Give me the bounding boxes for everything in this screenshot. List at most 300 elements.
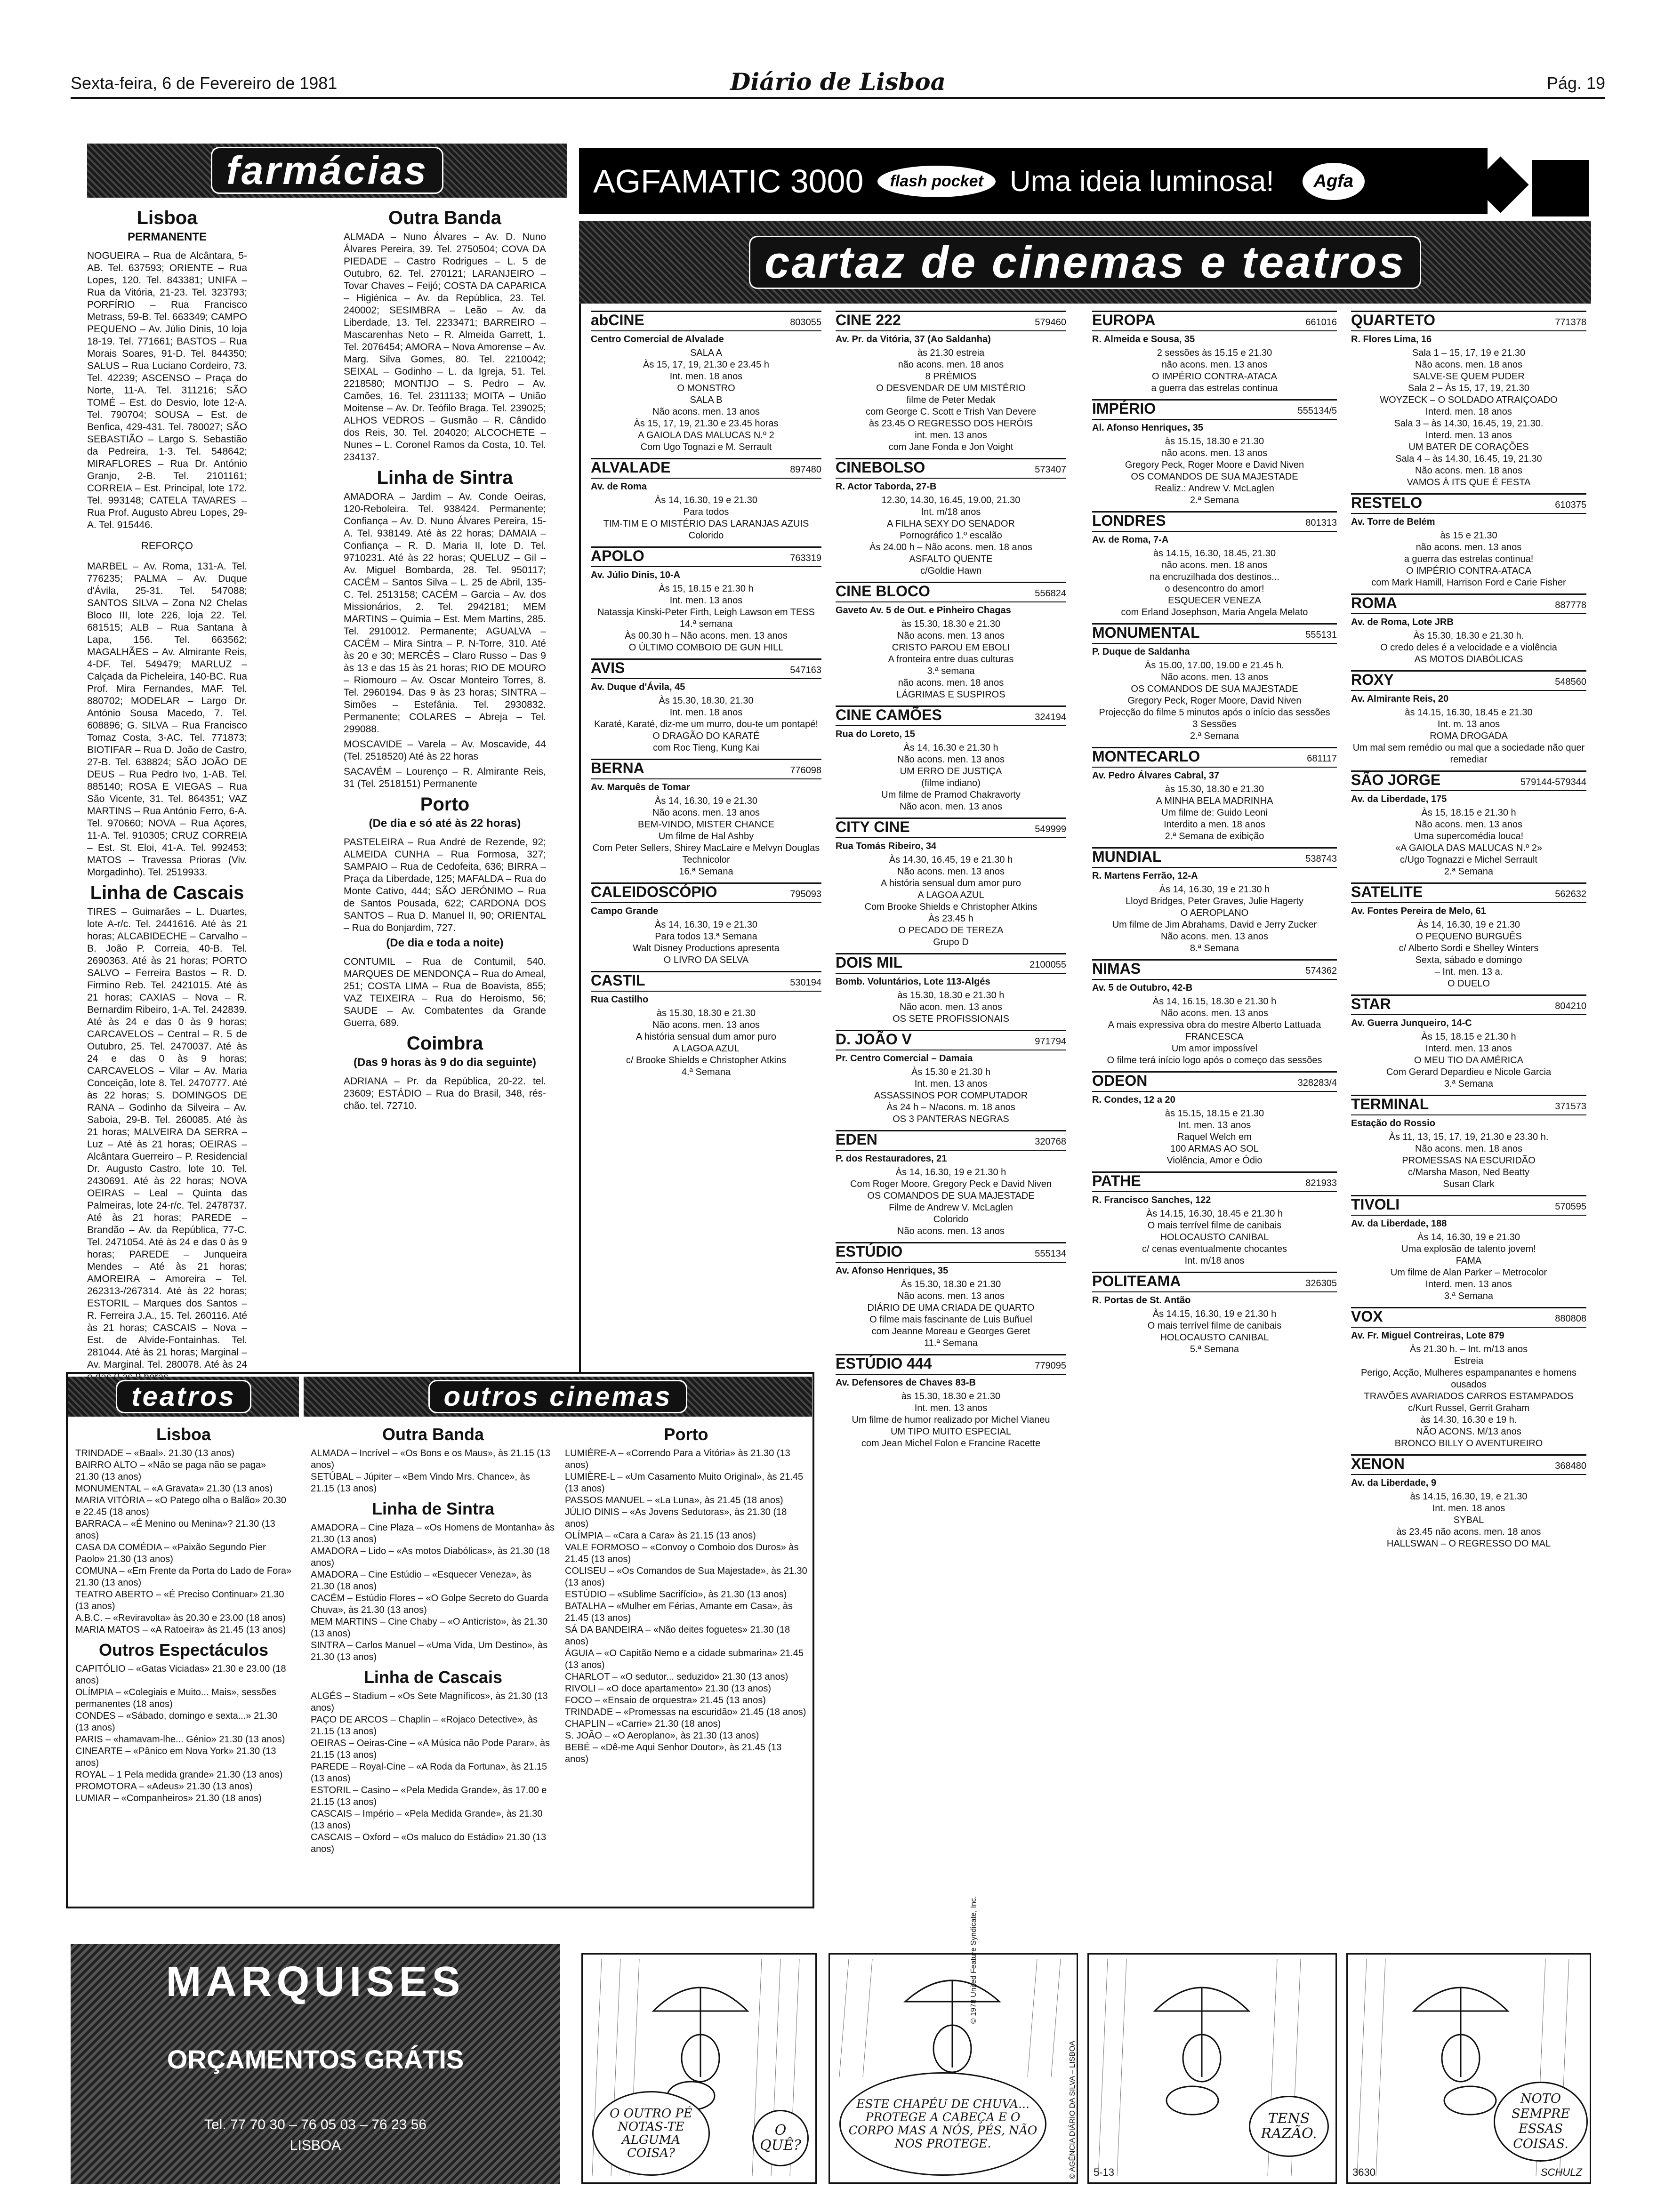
cinema-name-bar [591, 882, 821, 903]
cinema-listing [1351, 1454, 1586, 1550]
cinema-address: Av. de Roma, 7-A [1092, 535, 1169, 545]
marquises-phones: Tel. 77 70 30 – 76 05 03 – 76 23 56 [204, 2117, 427, 2132]
cinema-phone: 573407 [1035, 465, 1066, 475]
cinema-name: MONTECARLO [1092, 748, 1200, 765]
cinema-name: CINE BLOCO [836, 583, 930, 600]
outros-espectaculos-text: CAPITÓLIO – «Gatas Viciadas» 21.30 e 23.00 (18 anos) OLÍMPIA – «Colegiais e Muito... Mais», sessões permanentes (18 anos) CONDES – «Sábado, domingo e sexta...» 21.30 (13 anos) PARIS – «hamavam-lhe... Génio» 21.30 (13 anos) CINEARTE – «Pânico em Nova York» 21.30 (13 anos) ROYAL – 1 Pela medida grande» 21.30 (13 anos) PROMOTORA – «Adeus» 21.30 (13 anos) LUMIAR – «Companheiros» 21.30 (18 anos) [75, 1664, 286, 1803]
cascais-heading: Linha de Cascais [90, 882, 244, 903]
cinema-listing [1351, 882, 1586, 990]
marquises-sub: ORÇAMENTOS GRÁTIS [167, 2044, 464, 2074]
cinema-program: às 15.30, 18.30 e 21.30 Não acons. men. 13 anos CRISTO PAROU EM EBOLI A fronteira entre duas culturas 3.ª semana não acons. men. 18 anos LÁGRIMAS E SUSPIROS [888, 619, 1014, 700]
comic-date: 5-13 [1094, 2166, 1115, 2178]
cinema-program: Às 14.15, 16.30, 18.45 e 21.30 h O mais terrível filme de canibais HOLOCAUSTO CANIBAL c/ cenas eventualmente chocantes Int. m/18 anos [1142, 1209, 1287, 1266]
cinema-address: Av. Pedro Álvares Cabral, 37 [1092, 770, 1220, 781]
bubble-1: O OUTRO PÉ NOTAS-TE ALGUMA COISA? [592, 2091, 710, 2176]
cinema-name-bar [836, 311, 1066, 331]
cinema-program: SALA A Às 15, 17, 19, 21.30 e 23.45 h Int. men. 18 anos O MONSTRO SALA B Não acons. men. 13 anos Às 15, 17, 19, 21.30 e 23.45 horas A GAIOLA DAS MALUCAS N.º 2 Com Ugo Tognazi e M. Serrault [634, 348, 779, 452]
cinema-program: às 15.30, 18.30 e 21.30 Não acons. men. 13 anos A história sensual dum amor puro A LAGOA AZUL c/ Brooke Shields e Christopher Atkins 4.ª Semana [626, 1008, 787, 1077]
cinema-address: Al. Afonso Henriques, 35 [1092, 423, 1203, 433]
cinema-address: Av. Fr. Miguel Contreiras, Lote 879 [1351, 1330, 1504, 1341]
marquises-ad [71, 1944, 560, 2184]
ad-logo: Agfa [1303, 163, 1365, 200]
cinema-name-bar [591, 311, 821, 331]
porto-heading: Porto [420, 794, 470, 815]
cinema-address: R. Portas de St. Antão [1092, 1295, 1191, 1306]
cinema-phone: 776098 [790, 765, 821, 776]
cinema-phone: 368480 [1555, 1461, 1586, 1471]
cartaz-banner-text: cartaz de cinemas e teatros [749, 236, 1421, 289]
farmacias-banner [87, 144, 567, 198]
cinema-program: Às 15.30 e 21.30 h Int. men. 13 anos ASSASSINOS POR COMPUTADOR Às 24 h – N/acons. m. 18 anos OS 3 PANTERAS NEGRAS [874, 1067, 1028, 1124]
farmacias-outra [344, 205, 546, 1348]
cinema-name: CASTIL [591, 972, 645, 989]
cinema-name-bar [1092, 623, 1337, 644]
farmacias-banner-text: farmácias [211, 147, 443, 194]
sacavem-text: SACAVÉM – Lourenço – R. Almirante Reis, 31 (Tel. 2518151) Permanente [344, 766, 546, 789]
cinema-address: R. Francisco Sanches, 122 [1092, 1195, 1211, 1205]
cinema-name: BERNA [591, 760, 644, 777]
cinema-name-bar [1092, 1272, 1337, 1292]
cinema-listing [836, 458, 1066, 577]
cinema-name-bar [1092, 1171, 1337, 1192]
cinema-name-bar [1351, 882, 1586, 903]
cinema-phone: 579144-579344 [1520, 777, 1586, 787]
cinema-phone: 562632 [1555, 889, 1586, 899]
cinema-name-bar [1092, 511, 1337, 532]
cinema-listing [836, 1030, 1066, 1125]
comic-credit: © 1978 United Feature Syndicate, Inc. [970, 1896, 978, 2024]
cinema-name-bar [1351, 770, 1586, 791]
cinema-name-bar [1092, 847, 1337, 868]
cinema-address: Av. Torre de Belém [1351, 517, 1435, 527]
cinema-name: ODEON [1092, 1072, 1148, 1089]
cinema-name-bar [836, 817, 1066, 838]
cinema-name: NIMAS [1092, 960, 1141, 977]
page-header [71, 66, 1605, 99]
comic-panel-2 [828, 1953, 1078, 2184]
cinema-listing [591, 882, 821, 966]
cinema-listing [1092, 311, 1337, 394]
cinema-name-bar [591, 971, 821, 992]
cinema-program: Às 15, 18.15 e 21.30 h Int. men. 13 anos Natassja Kinski-Peter Firth, Leigh Lawson em TESS 14.ª semana Às 00.30 h – Não acons. men. 13 anos O ÚLTIMO COMBOIO DE GUN HILL [597, 584, 815, 653]
cinema-name: ESTÚDIO 444 [836, 1355, 932, 1372]
marquises-city: LISBOA [290, 2138, 341, 2153]
cinema-phone: 610375 [1555, 500, 1586, 510]
cinema-name-bar [591, 546, 821, 567]
cinema-name: PATHE [1092, 1172, 1141, 1189]
cinema-name: SÃO JORGE [1351, 771, 1441, 788]
cinema-listing [836, 311, 1066, 453]
cinema-program: Às 14, 16.30, 19 e 21.30 h Com Roger Moore, Gregory Peck e David Niven OS COMANDOS DE SUA MAJESTADE Filme de Andrew V. McLaglen Colorido Não acons. men. 13 anos [850, 1167, 1052, 1236]
cinema-program: Às 14, 16.30, 19 e 21.30 O PEQUENO BURGUÊS c/ Alberto Sordi e Shelley Winters Sexta, sábado e domingo – Int. men. 13 a. O DUELO [1399, 920, 1539, 989]
outros-espectaculos-heading: Outros Espectáculos [98, 1640, 269, 1659]
cinema-program: Às 14, 16.30, 19 e 21.30 h Lloyd Bridges, Peter Graves, Julie Hagerty O AEROPLANO Um filme de Jim Abrahams, David e Jerry Zucker Não acons. men. 13 anos 8.ª Semana [1112, 884, 1317, 954]
cinema-listing [1092, 847, 1337, 954]
cinema-address: Av. Defensores de Chaves 83-B [836, 1378, 976, 1388]
cinema-address: R. Actor Taborda, 27-B [836, 481, 937, 492]
cinema-program: Sala 1 – 15, 17, 19 e 21.30 Não acons. men. 18 anos SALVE-SE QUEM PUDER Sala 2 – Às 15, 17, 19, 21.30 WOYZECK – O SOLDADO ATRAIÇOADO Interd. men. 18 anos Sala 3 – às 14.30, 16.45, 19, 21.30. Interd. men. 13 anos UM BATER DE CORAÇÕES Sala 4 – às 14.30, 16.45, 19, 21.30 Não acons. men. 18 anos VAMOS À ITS QUE É FESTA [1380, 348, 1558, 488]
bubble-4: TENS RAZÃO. [1249, 2096, 1329, 2157]
cinema-address: Av. Duque d'Ávila, 45 [591, 682, 685, 692]
cinema-name: RESTELO [1351, 494, 1423, 511]
cinema-address: P. dos Restauradores, 21 [836, 1154, 947, 1164]
cinema-name: MONUMENTAL [1092, 624, 1200, 641]
cinema-listing [1351, 593, 1586, 665]
porto-sub2: (De dia e toda a noite) [386, 937, 504, 949]
cinema-program: Às 11, 13, 15, 17, 19, 21.30 e 23.30 h. Não acons. men. 18 anos PROMESSAS NA ESCURIDÃO c/Marsha Mason, Ned Beatty Susan Clark [1389, 1132, 1549, 1189]
cinema-phone: 555134 [1035, 1249, 1066, 1259]
cinema-column-1 [591, 306, 821, 1360]
cinema-program: Às 15.00, 17.00, 19.00 e 21.45 h. Não acons. men. 13 anos OS COMANDOS DE SUA MAJESTADE Gregory Peck, Roger Moore, David Niven Projecção do filme 5 minutos após o início das sessões 3 Sessões 2.ª Semana [1099, 660, 1330, 741]
ad-slogan: Uma ideia luminosa! [1009, 165, 1274, 198]
cinema-listing [836, 1130, 1066, 1237]
cinema-listing [836, 1354, 1066, 1450]
cinema-program: às 15.30, 18.30 e 21.30 A MINHA BELA MADRINHA Um filme de: Guido Leoni Interdito a men. 18 anos 2.ª Semana de exibição [1156, 784, 1273, 842]
cinema-phone: 538743 [1305, 854, 1337, 864]
page-number: Pág. 19 [1546, 73, 1605, 93]
cinema-phone: 661016 [1305, 317, 1337, 328]
cinema-listing [1351, 1195, 1586, 1302]
cinema-name-bar [836, 1354, 1066, 1375]
cinema-address: Av. Guerra Junqueiro, 14-C [1351, 1018, 1472, 1028]
cinema-phone: 801313 [1305, 518, 1337, 528]
teatros-banner-text: teatros [116, 1380, 251, 1413]
sintra-text: AMADORA – Jardim – Av. Conde Oeiras, 120-Reboleira. Tel. 938424. Permanente; Confiança – Av. D. Nuno Álvares Pereira, 15-A. Tel. 938149. Até às 22 horas; DAMAIA – Confiança – R. D. Maria II, lote D. Tel. 9710231. Até às 22 horas; QUELUZ – Gil – Av. Miguel Bombarda, 28. Tel. 950117; CACÉM – Santos Silva – L. 25 de Abril, 135-C. Tel. 2513158; CACÉM – Garcia – Av. dos Missionários, 2. Tel. 2942181; MEM MARTINS – Quimia – Est. Mem Martins, 285. Tel. 2910012. Permanente; AGUALVA – CACÉM – Mira Sintra – P. N-Torre, 310. Até às 20 e 30; MERCÊS – Claro Russo – Das 9 às 13 e das 15 às 21 horas; RIO DE MOURO – Riomouro – Av. Oscar Monteiro Torres, 8. Tel. 2960194. Das 9 às 23 horas; SINTRA – Simões – Estefânia. Tel. 2930832. Permanente; COLARES – Abreja – Tel. 299088. [344, 491, 546, 735]
cinema-listing [1092, 1272, 1337, 1355]
cinema-program: às 15.15, 18.15 e 21.30 Int. men. 13 anos Raquel Welch em 100 ARMAS AO SOL Violência, Amor e Ódio [1165, 1108, 1264, 1166]
cinema-phone: 821933 [1305, 1178, 1337, 1188]
teatros-lisboa [75, 1421, 292, 1901]
cinema-phone: 804210 [1555, 1001, 1586, 1011]
outros-cinemas-banner-text: outros cinemas [428, 1380, 688, 1413]
cinema-name-bar [1351, 311, 1586, 331]
lisboa-heading: Lisboa [137, 208, 198, 228]
cinema-name: STAR [1351, 995, 1391, 1012]
cinema-address: Rua Castilho [591, 994, 649, 1005]
cinema-listing [1092, 1171, 1337, 1267]
cinema-address: Av. da Liberdade, 9 [1351, 1478, 1437, 1488]
cinema-listing [1092, 747, 1337, 842]
cinema-phone: 549999 [1035, 824, 1066, 834]
cinema-address: Av. Fontes Pereira de Melo, 61 [1351, 906, 1486, 916]
cinema-listing [591, 971, 821, 1078]
outros-cinemas-porto [565, 1421, 807, 1901]
cinema-phone: 897480 [790, 465, 821, 475]
cinema-program: 12.30, 14.30, 16.45, 19.00, 21.30 Int. m/18 anos A FILHA SEXY DO SENADOR Pornográfico 1.º escalão Às 24.00 h – Não acons. men. 18 anos ASFALTO QUENTE c/Goldie Hawn [869, 495, 1032, 576]
oc-cascais-text: ALGÉS – Stadium – «Os Sete Magníficos», às 21.30 (13 anos) PAÇO DE ARCOS – Chaplin – «Rojaco Detective», às 21.15 (13 anos) OEIRAS – Oeiras-Cine – «A Música não Pode Parar», às 21.15 (13 anos) PAREDE – Royal-Cine – «A Roda da Fortuna», às 21.15 (13 anos) ESTORIL – Casino – «Pela Medida Grande», às 17.00 e 21.15 (13 anos) CASCAIS – Império – «Pela Medida Grande», às 21.30 (13 anos) CASCAIS – Oxford – «Os maluco do Estádio» 21.30 (13 anos) [311, 1691, 550, 1854]
cinema-address: R. Martens Ferrão, 12-A [1092, 871, 1198, 881]
comic-panel-3 [1087, 1953, 1337, 2184]
cinema-phone: 328283/4 [1297, 1078, 1337, 1088]
cinema-phone: 548560 [1555, 677, 1586, 687]
cinema-name-bar [1351, 994, 1586, 1015]
cinema-address: R. Almeida e Sousa, 35 [1092, 334, 1195, 345]
cinema-phone: 779095 [1035, 1361, 1066, 1371]
cinema-name: CALEIDOSCÓPIO [591, 883, 717, 900]
comic-agency: © AGÊNCIA DIÁRIO DA SILVA – LISBOA [1069, 2041, 1077, 2179]
cinema-phone: 880808 [1555, 1314, 1586, 1324]
teatros-lisboa-text: TRINDADE – «Baal». 21.30 (13 anos) BAIRRO ALTO – «Não se paga não se paga» 21.30 (13 anos) MONUMENTAL – «A Gravata» 21.30 (13 anos) MARIA VITÓRIA – «O Patego olha o Balão» 20.30 e 22.45 (18 anos) BARRACA – «É Menino ou Menina»? 21.30 (13 anos) CASA DA COMÉDIA – «Paixão Segundo Pier Paolo» 21.30 (13 anos) COMUNA – «Em Frente da Porta do Lado de Fora» 21.30 (13 anos) TEATRO ABERTO – «É Preciso Continuar» 21.30 (13 anos) A.B.C. – «Reviravolta» às 20.30 e 23.00 (18 anos) MARIA MATOS – «A Ratoeira» às 21.45 (13 anos) [75, 1448, 292, 1635]
cinema-name-bar [836, 458, 1066, 479]
cinema-phone: 326305 [1305, 1278, 1337, 1289]
cinema-listing [1092, 1071, 1337, 1167]
cinema-address: Av. Júlio Dinis, 10-A [591, 570, 681, 580]
cinema-program: Às 14, 16.30, 19 e 21.30 Para todos 13.ª Semana Walt Disney Productions apresenta O LIVRO DA SELVA [633, 920, 780, 965]
cinema-name: CINE 222 [836, 312, 901, 329]
cinema-name-bar [1092, 311, 1337, 331]
coimbra-heading: Coimbra [406, 1033, 483, 1054]
bubble-3: ESTE CHAPÉU DE CHUVA... PROTEGE A CABEÇA E O CORPO MAS A NÓS, PÉS, NÃO NOS PROTEGE. [839, 2072, 1046, 2176]
cinema-address: Av. Afonso Henriques, 35 [836, 1266, 949, 1276]
cinema-address: Av. Pr. da Vitória, 37 (Ao Saldanha) [836, 334, 991, 345]
cinema-address: Av. de Roma, Lote JRB [1351, 617, 1454, 627]
sintra-heading: Linha de Sintra [377, 467, 513, 488]
cinema-program: Às 14, 16.30 e 21.30 h Não acons. men. 13 anos UM ERRO DE JUSTIÇA (filme indiano) Um filme de Pramod Chakravorty Não acon. men. 13 anos [881, 743, 1021, 812]
cinema-phone: 971794 [1035, 1036, 1066, 1047]
cinema-phone: 570595 [1555, 1202, 1586, 1212]
cinema-address: Campo Grande [591, 906, 659, 916]
cinema-listing [1351, 1307, 1586, 1450]
cinema-phone: 887778 [1555, 600, 1586, 610]
cinema-program: às 15 e 21.30 não acons. men. 13 anos a guerra das estrelas continua! O IMPÉRIO CONTRA-ATACA com Mark Hamill, Harrison Ford e Carie Fisher [1371, 530, 1566, 588]
cinema-listing [591, 658, 821, 754]
cinema-listing [1092, 623, 1337, 742]
cinema-name: D. JOÃO V [836, 1031, 912, 1048]
cinema-listing [836, 817, 1066, 948]
cinema-address: Rua Tomás Ribeiro, 34 [836, 841, 937, 851]
cinema-address: Av. 5 de Outubro, 42-B [1092, 983, 1193, 993]
cinema-program: Às 14, 16.30, 19 e 21.30 Para todos TIM-TIM E O MISTÉRIO DAS LARANJAS AZUIS Colorido [603, 495, 809, 541]
cinema-phone: 803055 [790, 317, 821, 328]
cinema-program: às 15.15, 18.30 e 21.30 não acons. men. 13 anos Gregory Peck, Roger Moore e David Niven OS COMANDOS DE SUA MAJESTADE Realiz.: Andrew V. McLaglen 2.ª Semana [1125, 436, 1304, 505]
cinema-program: Às 14, 16.30, 19 e 21.30 Uma explosão de talento jovem! FAMA Um filme de Alan Parker – Metrocolor Interd. men. 13 anos 3.ª Semana [1390, 1232, 1547, 1301]
cinema-program: Às 15, 18.15 e 21.30 h Interd. men. 13 anos O MEU TIO DA AMÉRICA Com Gerard Depardieu e Nicole Garcia 3.ª Semana [1386, 1032, 1552, 1089]
cinema-name-bar [836, 1030, 1066, 1050]
cinema-name: ALVALADE [591, 459, 671, 476]
cinema-listing [1351, 670, 1586, 766]
oc-porto-heading: Porto [664, 1425, 708, 1444]
cinema-program: às 15.30, 18.30 e 21.30 h Não acon. men. 13 anos OS SETE PROFISSIONAIS [893, 990, 1009, 1024]
cinema-program: 2 sessões às 15.15 e 21.30 não acons. men. 13 anos O IMPÉRIO CONTRA-ATACA a guerra das estrelas continua [1151, 348, 1278, 393]
cinema-name-bar [1351, 1307, 1586, 1328]
cinema-name-bar [1351, 1195, 1586, 1216]
cinema-program: Às 15.30, 18.30, 21.30 Int. men. 18 anos Karaté, Karaté, diz-me um murro, dou-te um pontapé! O DRAGÃO DO KARATÉ com Roc Tieng, Kung Kai [594, 696, 818, 753]
cinema-name-bar [1351, 1095, 1586, 1115]
cinema-name-bar [836, 1130, 1066, 1151]
cinema-name: AVIS [591, 659, 625, 676]
bubble-5: NOTO SEMPRE ESSAS COISAS. [1494, 2082, 1588, 2162]
cinema-phone: 371573 [1555, 1101, 1586, 1112]
oc-sintra-heading: Linha de Sintra [371, 1499, 495, 1518]
cinema-phone: 555134/5 [1297, 406, 1337, 416]
cinema-listing [1351, 311, 1586, 489]
cinema-name: CITY CINE [836, 818, 910, 835]
cinema-listing [1351, 493, 1586, 589]
cinema-phone: 547163 [790, 665, 821, 675]
oc-sintra-text: AMADORA – Cine Plaza – «Os Homens de Montanha» às 21.30 (13 anos) AMADORA – Lido – «As motos Diabólicas», às 21.30 (18 anos) AMADORA – Cine Estúdio – «Esquecer Veneza», às 21.30 (18 anos) CACÉM – Estúdio Flores – «O Golpe Secreto do Guarda Chuva», às 21.30 (13 anos) MEM MARTINS – Cine Chaby – «O Anticristo», às 21.30 (13 anos) SINTRA – Carlos Manuel – «Uma Vida, Um Destino», às 21.30 (13 anos) [311, 1523, 555, 1662]
cinema-address: Pr. Centro Comercial – Damaia [836, 1053, 973, 1064]
cinema-program: às 21.30 estreia não acons. men. 18 anos 8 PRÉMIOS O DESVENDAR DE UM MISTÉRIO filme de Peter Medak com George C. Scott e Trish Van Devere às 23.45 O REGRESSO DOS HERÓIS int. men. 13 anos com Jane Fonda e Jon Voight [865, 348, 1036, 452]
cinema-name-bar [591, 658, 821, 679]
cinema-column-2 [836, 306, 1066, 1449]
comic-code: 3630 [1352, 2166, 1375, 2178]
cinema-listing [836, 953, 1066, 1025]
cinema-name-bar [1092, 747, 1337, 768]
reforco-heading: REFORÇO [141, 540, 193, 552]
cinema-name-bar [1351, 593, 1586, 614]
cinema-name: CINEBOLSO [836, 459, 925, 476]
cinema-name: abCINE [591, 312, 644, 329]
outra-banda-text: ALMADA – Nuno Álvares – Av. D. Nuno Álvares Pereira, 39. Tel. 2750504; COVA DA PIEDADE – Castro Rodrigues – L. 5 de Outubro, 62. Tel. 270121; LARANJEIRO – Tovar Chaves – Feijó; COSTA DA CAPARICA – Higiénica – Av. da República, 23. Tel. 240002; SESIMBRA – Leão – Av. da Liberdade, 13. Tel. 2233471; BARREIRO – Mascarenhas Neto – R. Almeida Garrett, 1. Tel. 2076454; AMORA – Nova Amorense – Av. Marg. Silva Gomes, 80. Tel. 2210042; SEIXAL – Godinho – L. da Igreja, 51. Tel. 2218580; MONTIJO – S. Pedro – Av. Camões, 16. Tel. 2311133; MOITA – União Moitense – Av. Dr. Teófilo Braga. Tel. 239025; ALHOS VEDROS – Gusmão – R. Cândido dos Reis, 30. Tel. 204020; ALCOCHETE – Nunes – L. Coronel Ramos da Costa, 10. Tel. 234137. [344, 232, 546, 463]
oc-outra-text: ALMADA – Incrível – «Os Bons e os Maus», às 21.15 (13 anos) SETÚBAL – Júpiter – «Bem Vindo Mrs. Chance», às 21.15 (13 anos) [311, 1448, 551, 1494]
cinema-phone: 320768 [1035, 1137, 1066, 1147]
cinema-listing [1092, 511, 1337, 618]
cinema-listing [1351, 994, 1586, 1090]
cinema-name-bar [1092, 1071, 1337, 1092]
porto-sub: (De dia e só até às 22 horas) [369, 817, 521, 830]
cinema-program: Às 14, 16.30, 19 e 21.30 Não acons. men. 13 anos BEM-VINDO, MISTER CHANCE Um filme de Hal Ashby Com Peter Sellers, Shirey MacLaire e Melvyn Douglas Technicolor 16.ª Semana [592, 796, 820, 877]
cinema-listing [591, 759, 821, 878]
cinema-name-bar [1351, 670, 1586, 691]
moscavide-text: MOSCAVIDE – Varela – Av. Moscavide, 44 (Tel. 2518520) Até às 22 horas [344, 739, 546, 762]
porto-text2: CONTUMIL – Rua de Contumil, 540. MARQUES DE MENDONÇA – Rua do Ameal, 251; COSTA LIMA – Rua de Boavista, 855; VAZ TEIXEIRA – Rua do Heroismo, 56; SAUDE – Av. Combatentes da Grande Guerra, 689. [344, 956, 546, 1028]
cinema-name-bar [1092, 399, 1337, 420]
ad-square [1532, 160, 1589, 216]
cinema-name: EDEN [836, 1131, 877, 1148]
cinema-name: QUARTETO [1351, 312, 1435, 329]
outros-cinemas-col1 [311, 1421, 555, 1901]
cinema-name: SATELITE [1351, 883, 1423, 900]
cinema-column-3 [1092, 306, 1337, 1360]
cinema-phone: 324194 [1035, 712, 1066, 722]
cinema-listing [836, 582, 1066, 701]
cinema-program: às 15.30, 18.30 e 21.30 Int. men. 13 anos Um filme de humor realizado por Michel Vianeu UM TIPO MUITO ESPECIAL com Jean Michel Folon e Francine Racette [852, 1391, 1050, 1449]
coimbra-sub: (Das 9 horas às 9 do dia seguinte) [353, 1056, 537, 1069]
cinema-listing [591, 311, 821, 453]
cinema-listing [591, 546, 821, 654]
ad-badge: flash pocket [877, 166, 995, 197]
lisboa-sub: PERMANENTE [127, 231, 207, 243]
cinema-address: Rua do Loreto, 15 [836, 729, 915, 739]
cinema-address: Centro Comercial de Alvalade [591, 334, 724, 345]
cinema-name: LONDRES [1092, 512, 1166, 529]
cinema-column-4 [1351, 306, 1586, 1549]
cinema-program: Às 15, 18.15 e 21.30 h Não acons. men. 13 anos Uma supercomédia louca! «A GAIOLA DAS MALUCAS N.º 2» c/Ugo Tognazzi e Michel Serrault 2.ª Semana [1395, 808, 1542, 877]
cinema-name-bar [1092, 959, 1337, 980]
cinema-name-bar [1351, 1454, 1586, 1475]
cinema-address: R. Condes, 12 a 20 [1092, 1095, 1175, 1105]
cinema-name-bar [836, 705, 1066, 726]
comic-panel-1 [581, 1953, 817, 2184]
cinema-listing [1092, 959, 1337, 1066]
cinema-program: Às 15.30, 18.30 e 21.30 Não acons. men. 13 anos DIÁRIO DE UMA CRIADA DE QUARTO O filme mais fascinante de Luis Buñuel com Jeanne Moreau e Georges Geret 11.ª Semana [867, 1279, 1035, 1348]
cinema-name: EUROPA [1092, 312, 1156, 329]
cinema-phone: 556824 [1035, 588, 1066, 599]
lisboa-text: NOGUEIRA – Rua de Alcântara, 5-AB. Tel. 637593; ORIENTE – Rua Lopes, 120. Tel. 843381; UNIFA – Rua da Vitória, 21-23. Tel. 323793; PORFÍRIO – Rua Francisco Metrass, 59-B. Tel. 663349; CAMPO PEQUENO – Av. Júlio Dinis, 10 loja 18-19. Tel. 771661; BASTOS – Rua Morais Soares, 91-D. Tel. 844350; SALUS – Rua Luciano Cordeiro, 73. Tel. 42239; ASCENSO – Praça do Norte, 11-A. Tel. 311216; SÃO TOMÉ – Est. do Desvio, lote 12-A. Tel. 790704; SOUSA – Est. de Benfica, 429-431. Tel. 780027; SÃO SEBASTIÃO – Largo S. Sebastião da Pedreira, 1-3. Tel. 548642; MIRAFLORES – Rua Dr. António Granjo, 2-B. Tel. 2101161; CORREIA – Est. Principal, lote 172. Tel. 993148; CATELA TAVARES – Rua Prof. Augusto Abreu Lopes, 29-A. Tel. 915446. [87, 250, 247, 530]
cinema-name: ROMA [1351, 594, 1397, 611]
coimbra-text: ADRIANA – Pr. da República, 20-22. tel. 23609; ESTÁDIO – Rua do Brasil, 348, rés-chão. tel. 72710. [344, 1076, 546, 1111]
cinema-program: Às 14, 16.15, 18.30 e 21.30 h Não acons. men. 13 anos A mais expressiva obra do mestre Alberto Lattuada FRANCESCA Um amor impossível O filme terá início logo após o começo das sessões [1107, 996, 1322, 1066]
cinema-name: XENON [1351, 1455, 1405, 1472]
cinema-listing [1351, 770, 1586, 878]
cinema-address: P. Duque de Saldanha [1092, 647, 1190, 657]
cinema-name: DOIS MIL [836, 954, 903, 971]
bubble-2: O QUÊ? [752, 2110, 809, 2166]
cascais-text: TIRES – Guimarães – L. Duartes, lote A-r/c. Tel. 2441616. Até às 21 horas; ALCABIDECHE – Carvalho – B. João P. Correia, 40-B. Tel. 2690363. Até às 21 horas; PORTO SALVO – Ferreira Bastos – R. D. Firmino Reb. Tel. 2421015. Até às 21 horas; CAXIAS – Nova – R. Bernardim Ribeiro, 1-A. Tel. 242839. Até às 24 e das 0 às 9 horas; CARCAVELOS – Central – R. 5 de Outubro, 25. Tel. 2470037. Até às 24 e das 0 às 9 horas; CARCAVELOS – Vilar – Av. Maria Conceição, lote 8. Tel. 2470777. Até às 22 horas; S. DOMINGOS DE RANA – Godinho da Silveira – Av. Saboia, 29-B. Tel. 260085. Até às 21 horas; MALVEIRA DA SERRA – Luz – Até às 21 horas; OEIRAS – Alcântara Guerreiro – P. Residencial Dr. Augusto Castro, lote 10. Tel. 2430691. Até às 22 horas; NOVA OEIRAS – Leal – Quinta das Palmeiras, lote 24-r/c. Tel. 2478737. Até às 21 horas; PAREDE – Brandão – Av. da República, 77-C. Tel. 2471054. Até às 24 e das 0 às 9 horas; PAREDE – Junqueira Mendes – Até às 21 horas; AMOREIRA – Amoreira – Tel. 262313-/267314. Até às 22 horas; ESTORIL – Marques dos Santos – R. Ferreira J.A., 15. Tel. 260116. Até às 21 horas; CASCAIS – Nova – Est. de Alvide-Fontainhas. Tel. 281044. Até às 21 horas; Marginal – Av. Marginal. Tel. 280078. Até às 24 [87, 906, 247, 1370]
outra-banda-heading: Outra Banda [388, 208, 502, 228]
cinema-listing [591, 458, 821, 542]
cinema-name-bar [591, 759, 821, 779]
ad-brand: AGFAMATIC 3000 [593, 163, 864, 200]
cinema-address: Gaveto Av. 5 de Out. e Pinheiro Chagas [836, 605, 1011, 616]
cinema-name: TERMINAL [1351, 1096, 1429, 1113]
cinema-name: VOX [1351, 1308, 1383, 1325]
comic-signature: SCHULZ [1540, 2166, 1582, 2178]
oc-outra-heading: Outra Banda [382, 1425, 484, 1444]
cinema-listing [1351, 1095, 1586, 1190]
cinema-listing [836, 705, 1066, 813]
cinema-phone: 681117 [1307, 753, 1337, 764]
cinema-name: IMPÉRIO [1092, 400, 1156, 417]
cinema-phone: 795093 [790, 889, 821, 899]
reforco-text: MARBEL – Av. Roma, 131-A. Tel. 776235; PALMA – Av. Duque d'Ávila, 25-31. Tel. 547088; SANTOS SILVA – Zona N2 Chelas Bloco III, lote 226, loja 22. Tel. 681515; ALB – Rua Santana à Lapa, 156. Tel. 663562; MAGALHÃES – Av. Almirante Reis, 4-DF. Tel. 549479; MARLUZ – Calçada da Picheleira, 140-BC. Rua Prof. Mira Fernandes, MAF. Tel. 880702; MODELAR – Largo Dr. António Sousa Macedo, 7. Tel. 608896; G. SILVA – Rua Francisco Tomaz Costa, 3-AC. Tel. 771873; BIOTIFAR – Rua D. João de Castro, 27-B. Tel. 638824; SÃO JOÃO DE DEUS – Rua Pedro Ivo, 1-AB. Tel. 885140; ROSA E VIEGAS – Rua São Vicente, 31. Tel. 864351; VAZ MARTINS – Rua António Ferro, 6-A. Tel. 970660; NOVA – Rua Açores, 11-A. Tel. 910305; CRUZ CORREIA – Est. St. Eloi, 41-A. Tel. 992453; MATOS – Travessa Prioras (Viv. Morgadinho). Tel. 2519933. [87, 561, 247, 878]
cinema-name-bar [836, 953, 1066, 974]
cinema-phone: 2100055 [1030, 960, 1066, 970]
cinema-address: Av. da Liberdade, 175 [1351, 794, 1447, 804]
cinema-program: Às 14.30, 16.45, 19 e 21.30 h Não acons. men. 13 anos A história sensual dum amor puro A LAGOA AZUL Com Brooke Shields e Christopher Atkins Às 23.45 h O PECADO DE TEREZA Grupo D [864, 855, 1038, 947]
farmacias-lisboa [87, 205, 247, 1370]
cinema-phone: 530194 [790, 978, 821, 988]
cinema-address: Av. de Roma [591, 481, 647, 492]
cinema-name: ESTÚDIO [836, 1243, 903, 1260]
cinema-address: Bomb. Voluntários, Lote 113-Algés [836, 977, 990, 987]
cinema-listing [1092, 399, 1337, 506]
cinema-program: Às 21.30 h. – Int. m/13 anos Estreia Perigo, Acção, Mulheres espampanantes e homens ousados TRAVÕES AVARIADOS CARROS ESTAMPADOS c/Kurt Russel, Gerrit Graham às 14.30, 16.30 e 19 h. NÃO ACONS. M/13 anos BRONCO BILLY O AVENTUREIRO [1360, 1344, 1577, 1449]
marquises-title: MARQUISES [166, 1958, 465, 2005]
porto-text: PASTELEIRA – Rua André de Rezende, 92; ALMEIDA CUNHA – Rua Formosa, 327; SAMPAIO – Rua de Cedofeita, 636; BIRRA – Praça da Liberdade, 125; MAFALDA – Rua do Monte Cativo, 444; SÃO JERÓNIMO – Rua de Santos Pousada, 622; CARDONA DOS SANTOS – Rua D. Manuel II, 90; ORIENTAL – Rua do Bonjardim, 727. [344, 837, 546, 933]
oc-cascais-heading: Linha de Cascais [363, 1667, 503, 1687]
cinema-name-bar [836, 582, 1066, 602]
cinema-program: às 14.15, 16.30, 18.45 e 21.30 Int. m. 13 anos ROMA DROGADA Um mal sem remédio ou mal que a sociedade não quer remediar [1352, 707, 1585, 765]
cinema-name-bar [836, 1242, 1066, 1263]
agfa-ad [579, 148, 1488, 214]
cinema-address: Estação do Rossio [1351, 1118, 1435, 1129]
oc-porto-text: LUMIÈRE-A – «Correndo Para a Vitória» às 21.30 (13 anos) LUMIÈRE-L – «Um Casamento Muito Original», às 21.45 (13 anos) PASSOS MANUEL – «La Luna», às 21.45 (18 anos) JÚLIO DINIS – «As Jovens Sedutoras», às 21.30 (18 anos) OLÍMPIA – «Cara a Cara» às 21.15 (13 anos) VALE FORMOSO – «Convoy o Comboio dos Duros» às 21.45 (13 anos) COLISEU – «Os Comandos de Sua Majestade», às 21.30 (13 anos) ESTÚDIO – «Sublime Sacrifício», às 21.30 (13 anos) BATALHA – «Mulher em Férias, Amante em Casa», às 21.45 (13 anos) SÁ DA BANDEIRA – «Não deites foguetes» 21.30 (18 anos) ÁGUIA – «O Capitão Nemo e a cidade submarina» 21.45 (13 anos) CHARLOT – «O sedutor... seduzido» 21.30 (13 anos) RIVOLI – «O doce apartamento» 21.30 (13 anos) FOCO – «Ensaio de orquestra» 21.45 (13 anos) TRINDADE – «Promessas na escuridão» 21.45 (18 anos) CHAPLIN – «Carrie» 21.30 (18 anos) S. JOÃO – «O Aeroplano», às 21.30 (13 anos) BEBÉ – «Dê-me Aqui Senhor Doutor», às 21.45 (13 anos) [565, 1448, 807, 1764]
comic-panel-4 [1346, 1953, 1591, 2184]
cinema-listing [836, 1242, 1066, 1349]
masthead-title: Diário de Lisboa [730, 68, 946, 96]
cinema-phone: 579460 [1035, 317, 1066, 328]
cinema-name: ROXY [1351, 671, 1394, 688]
cinema-name: POLITEAMA [1092, 1273, 1181, 1290]
cinema-address: R. Flores Lima, 16 [1351, 334, 1432, 345]
cinema-name: APOLO [591, 547, 644, 564]
header-date: Sexta-feira, 6 de Fevereiro de 1981 [71, 73, 338, 93]
cinema-name: MUNDIAL [1092, 848, 1162, 865]
teatros-lisboa-heading: Lisboa [156, 1425, 211, 1444]
cinema-address: Av. Almirante Reis, 20 [1351, 694, 1449, 704]
cartaz-banner [579, 221, 1591, 304]
cinema-program: Às 14.15, 16.30, 19 e 21.30 h O mais terrível filme de canibais HOLOCAUSTO CANIBAL 5.ª Semana [1147, 1309, 1282, 1354]
cinema-phone: 763319 [790, 553, 821, 563]
cinema-name: TIVOLI [1351, 1196, 1400, 1213]
cinema-name-bar [1351, 493, 1586, 514]
cinema-phone: 574362 [1305, 966, 1337, 976]
cinema-address: Av. Marquês de Tomar [591, 782, 690, 793]
cinema-phone: 555131 [1305, 630, 1337, 640]
cinema-program: Às 15.30, 18.30 e 21.30 h. O credo deles é a velocidade e a violência AS MOTOS DIABÓLICAS [1380, 631, 1557, 665]
cinema-name: CINE CAMÕES [836, 706, 942, 723]
